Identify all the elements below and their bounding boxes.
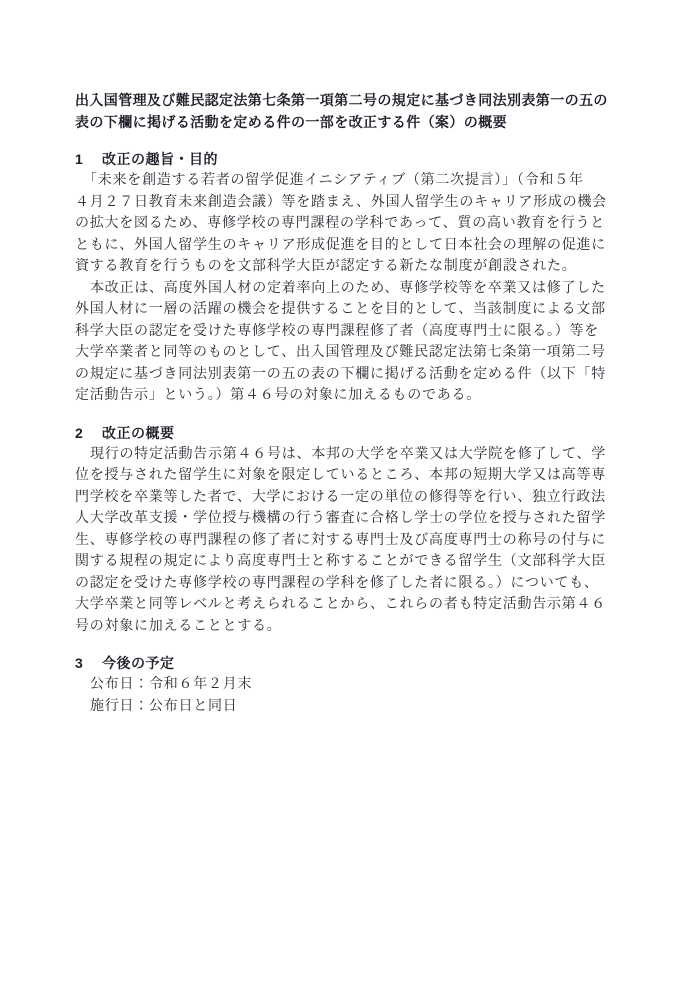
paragraph xyxy=(75,170,627,278)
section-1 xyxy=(75,148,627,407)
text-line: 科学大臣の認定を受けた専修学校の専門課程修了者（高度専門士に限る。）等を xyxy=(75,323,599,339)
document-title xyxy=(75,89,627,133)
document-sections xyxy=(75,148,627,717)
text-line: ４月２７日教育未来創造会議）等を踏まえ、外国人留学生のキャリア形成の機会 xyxy=(75,194,607,210)
section-number: 2 xyxy=(75,424,84,441)
paragraph xyxy=(75,696,627,718)
section-number: 3 xyxy=(75,655,84,671)
paragraph xyxy=(75,444,627,638)
section-heading-label: 今後の予定 xyxy=(102,655,175,671)
text-line: ともに、外国人留学生のキャリア形成促進を目的として日本社会の理解の促進に xyxy=(75,237,606,253)
section-2 xyxy=(75,422,627,638)
text-line: 資する教育を行うものを文部科学大臣が認定する新たな制度が創設された。 xyxy=(75,259,577,274)
text-line: 位を授与された留学生に対象を限定しているところ、本邦の短期大学又は高等専 xyxy=(75,468,606,483)
text-line: の認定を受けた専修学校の専門課程の学科を修了した者に限る。）についても、 xyxy=(75,575,599,591)
section-heading-label: 改正の趣旨・目的 xyxy=(102,151,218,167)
text-line: 「未来を創造する若者の留学促進イニシアティブ（第二次提言）」（令和５年 xyxy=(83,173,584,188)
text-line: 人大学改革支援・学位授与機構の行う審査に合格し学士の学位を授与された留学 xyxy=(75,511,606,526)
text-line: 公布日：令和６年２月末 xyxy=(90,677,253,692)
section-number: 1 xyxy=(75,151,84,167)
text-line: 現行の特定活動告示第４６号は、本邦の大学を卒業又は大学院を修了して、学 xyxy=(90,446,606,462)
section-heading xyxy=(75,148,627,170)
text-line: 号の対象に加えることとする。 xyxy=(75,618,282,634)
text-line: の拡大を図るため、専修学校の専門課程の学科であって、質の高い教育を行うと xyxy=(75,216,606,231)
section-3 xyxy=(75,652,627,717)
text-line: 生、専修学校の専門課程の修了者に対する専門士及び高度専門士の称号の付与に xyxy=(75,532,606,548)
title-line-2: 表の下欄に掲げる活動を定める件の一部を改正する件（案）の概要 xyxy=(75,114,507,130)
text-line: 関する規程の規定により高度専門士と称することができる留学生（文部科学大臣 xyxy=(75,554,606,569)
paragraph xyxy=(75,674,627,696)
text-line: 施行日：公布日と同日 xyxy=(90,698,238,714)
document xyxy=(75,89,627,717)
title-line-1: 出入国管理及び難民認定法第七条第一項第二号の規定に基づき同法別表第一の五の xyxy=(75,92,608,108)
section-heading xyxy=(75,422,627,444)
text-line: 大学卒業と同等レベルと考えられることから、これらの者も特定活動告示第４６ xyxy=(75,597,606,612)
text-line: 大学卒業者と同等のものとして、出入国管理及び難民認定法第七条第一項第二号 xyxy=(75,345,606,360)
section-heading-label: 改正の概要 xyxy=(102,424,175,441)
text-line: 門学校を卒業等した者で、大学における一定の単位の修得等を行い、独立行政法 xyxy=(75,489,606,505)
text-line: の規定に基づき同法別表第一の五の表の下欄に掲げる活動を定める件（以下「特 xyxy=(75,366,606,382)
text-line: 本改正は、高度外国人材の定着率向上のため、専修学校等を卒業又は修了した xyxy=(90,280,606,296)
section-heading xyxy=(75,652,627,674)
text-line: 外国人材に一層の活躍の機会を提供することを目的として、当該制度による文部 xyxy=(75,302,606,317)
paragraph xyxy=(75,278,627,407)
text-line: 定活動告示」という。）第４６号の対象に加えるものである。 xyxy=(75,388,481,403)
